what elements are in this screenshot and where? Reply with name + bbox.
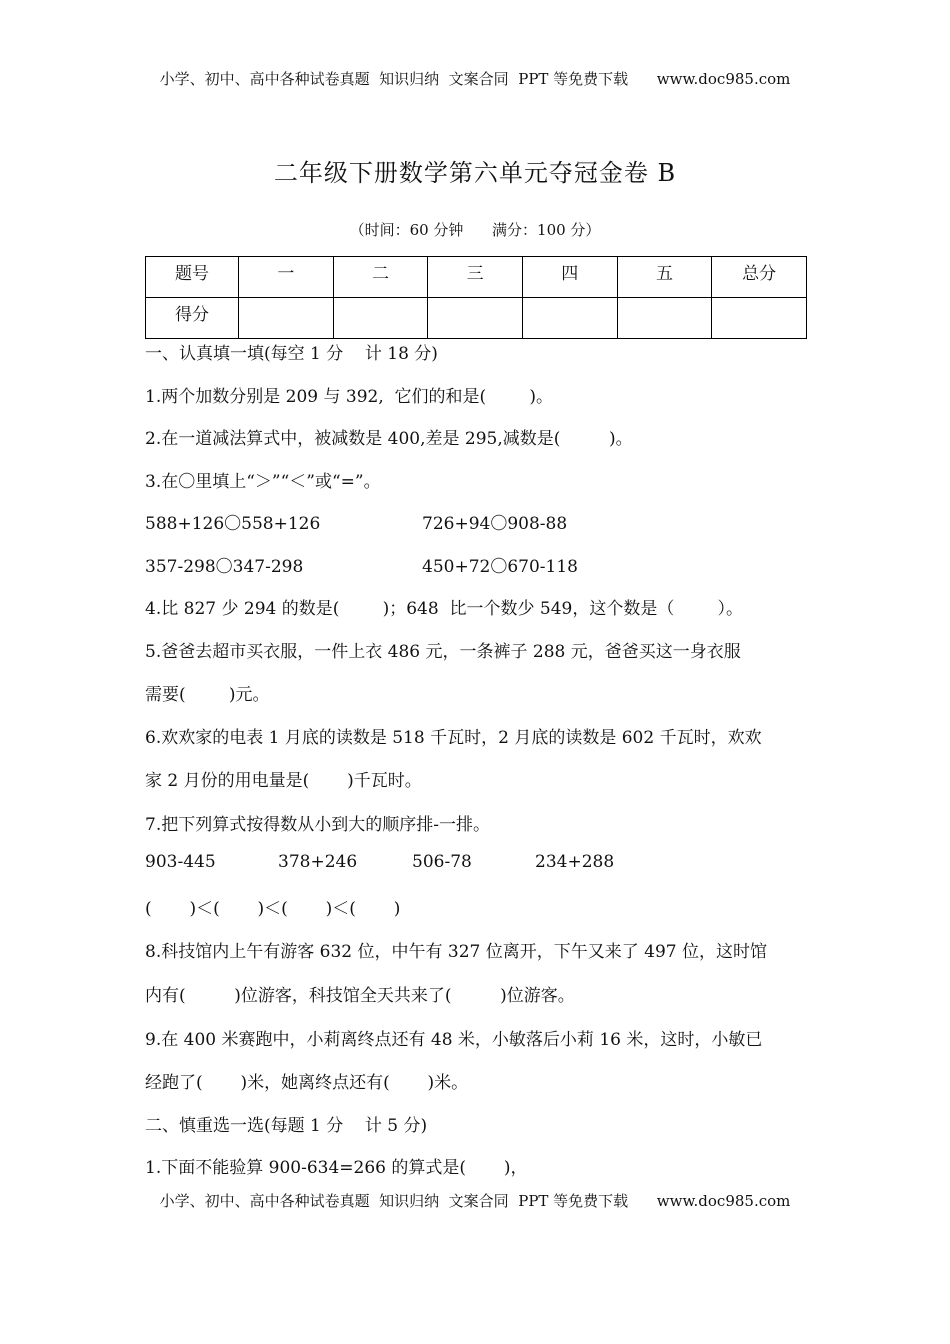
expression-item: 506-78 <box>412 852 472 872</box>
question-6: 6.欢欢家的电表 1 月底的读数是 518 千瓦时，2 月底的读数是 602 千瓦时，欢欢 <box>145 728 762 748</box>
page-header: 小学、初中、高中各种试卷真题 知识归纳 文案合同 PPT 等免费下载 www.doc985.com <box>159 70 791 88</box>
comparison-item: 357-298〇347-298 <box>145 557 304 577</box>
section-heading: 一、认真填一填(每空 1 分 计 18 分) <box>145 344 438 364</box>
page-footer: 小学、初中、高中各种试卷真题 知识归纳 文案合同 PPT 等免费下载 www.doc985.com <box>159 1192 791 1210</box>
question-3: 3.在〇里填上“＞”“＜”或“=”。 <box>145 472 381 492</box>
section-heading: 二、慎重选一选(每题 1 分 计 5 分) <box>145 1116 428 1136</box>
comparison-item: 450+72〇670-118 <box>422 557 578 577</box>
page-title: 二年级下册数学第六单元夺冠金卷 B <box>273 159 677 187</box>
question-4: 4.比 827 少 294 的数是( )；648 比一个数少 549，这个数是（ ）。 <box>145 599 744 619</box>
score-cell[interactable] <box>333 298 428 339</box>
question-2-1: 1.下面不能验算 900-634=266 的算式是( )， <box>145 1158 528 1178</box>
table-cell: 四 <box>522 257 617 298</box>
expression-item: 234+288 <box>535 852 615 872</box>
table-cell: 三 <box>428 257 523 298</box>
question-1: 1.两个加数分别是 209 与 392, 它们的和是( )。 <box>145 387 554 407</box>
table-cell: 二 <box>333 257 428 298</box>
score-cell[interactable] <box>428 298 523 339</box>
question-5: 5.爸爸去超市买衣服，一件上衣 486 元，一条裤子 288 元，爸爸买这一身衣服 <box>145 642 741 662</box>
question-2: 2.在一道减法算式中，被减数是 400,差是 295,减数是( )。 <box>145 429 633 449</box>
table-cell: 题号 <box>146 257 239 298</box>
score-table <box>145 256 807 339</box>
ordering-blanks: ( )＜( )＜( )＜( ) <box>145 899 401 919</box>
comparison-item: 588+126〇558+126 <box>145 514 321 534</box>
question-5-cont: 需要( )元。 <box>145 685 270 705</box>
question-9-cont: 经跑了( )米，她离终点还有( )米。 <box>145 1073 469 1093</box>
score-cell[interactable] <box>712 298 807 339</box>
exam-info: （时间：60 分钟 满分：100 分） <box>349 221 601 239</box>
question-9: 9.在 400 米赛跑中，小莉离终点还有 48 米，小敏落后小莉 16 米，这时，小敏已 <box>145 1030 763 1050</box>
score-cell[interactable] <box>239 298 334 339</box>
comparison-item: 726+94〇908-88 <box>422 514 568 534</box>
question-8: 8.科技馆内上午有游客 632 位，中午有 327 位离开，下午又来了 497 位，这时馆 <box>145 942 767 962</box>
score-cell[interactable] <box>617 298 712 339</box>
expression-item: 903-445 <box>145 852 216 872</box>
question-7: 7.把下列算式按得数从小到大的顺序排-一排。 <box>145 815 490 835</box>
score-cell[interactable] <box>522 298 617 339</box>
table-cell: 总分 <box>712 257 807 298</box>
question-6-cont: 家 2 月份的用电量是( )千瓦时。 <box>145 771 422 791</box>
table-cell: 一 <box>239 257 334 298</box>
question-8-cont: 内有( )位游客，科技馆全天共来了( )位游客。 <box>145 986 575 1006</box>
table-row <box>146 257 807 298</box>
table-cell: 五 <box>617 257 712 298</box>
table-row <box>146 298 807 339</box>
table-cell: 得分 <box>146 298 239 339</box>
expression-item: 378+246 <box>278 852 358 872</box>
